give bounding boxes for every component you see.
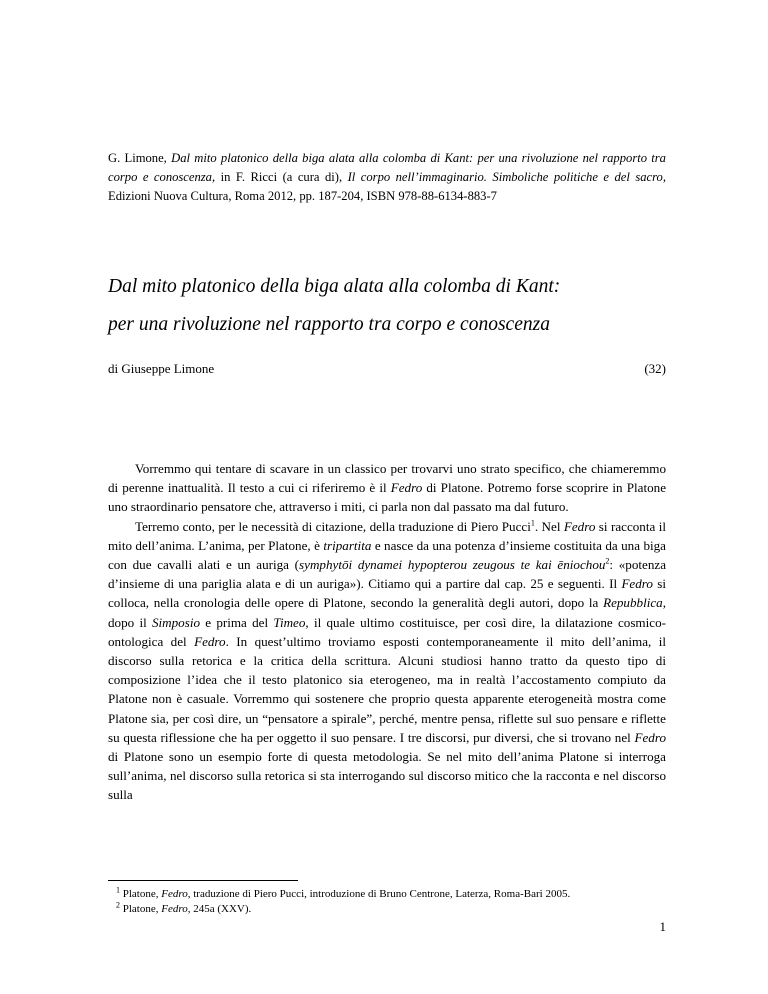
text-run-italic: Fedro [194, 633, 226, 649]
body-text [108, 459, 666, 805]
text-run-italic: Timeo, [273, 614, 309, 630]
footnote-ref-2[interactable]: 2 [605, 556, 610, 566]
article-title [108, 268, 688, 344]
text-run: Platone, [122, 903, 162, 915]
text-run: : «potenza d’insieme di una pariglia alata e di un auriga»). Citiamo qui a partire dal cap. 25 e seguenti. Il [108, 557, 667, 592]
citation-book-title: Il corpo nell’immaginario. Simboliche politiche e del sacro, [347, 170, 666, 184]
text-run: , traduzione di Piero Pucci, introduzione di Bruno Centrone, Laterza, Roma-Bari 2005. [187, 888, 571, 900]
paragraph-2 [108, 517, 666, 805]
paragraph-1 [108, 459, 666, 517]
greek-transliteration: symphytōi dynamei hypopterou zeugous te kai ēniochou [299, 557, 606, 573]
footnote-1 [108, 887, 666, 902]
text-run-italic: Fedro [621, 576, 653, 592]
text-run: si colloca, nella cronologia delle opere di Platone, secondo la generalità degli autori, dopo la [108, 576, 666, 611]
text-run: di Platone. Potremo forse scoprire in Platone uno straordinario pensatore che, attraverso i miti, ci parla non dal passato ma dal futuro. [108, 480, 667, 515]
article-title-line-1: Dal mito platonico della biga alata alla colomba di Kant: [108, 276, 561, 297]
footnote-number: 1 [116, 885, 120, 895]
text-run: e nasce da una potenza d’insieme costituita da una biga con due cavalli alati e un auriga ( [108, 537, 666, 573]
footnote-2 [108, 902, 666, 917]
footnote-number: 2 [116, 900, 120, 910]
author-line [108, 360, 666, 378]
text-run: di Platone sono un esempio forte di questa metodologia. Se nel mito dell’anima Platone si interroga sull’anima, nel discorso sulla retorica si sta interrogando sul discorso mitico che la racconta e nel discorso sulla [108, 749, 666, 803]
text-run-italic: Fedro [161, 903, 188, 915]
citation-author: G. Limone, [108, 151, 167, 165]
author-byline: di Giuseppe Limone [108, 361, 215, 376]
footnote-ref-1[interactable]: 1 [530, 518, 535, 528]
text-run: si racconta il mito dell’anima. L’anima, per Platone, è [108, 518, 666, 553]
text-run: Platone, [122, 888, 162, 900]
footnote-separator [108, 880, 298, 881]
citation-publisher: Edizioni Nuova Cultura, Roma 2012, pp. 187-204, ISBN 978-88-6134-883-7 [108, 189, 497, 203]
article-number: (32) [644, 361, 666, 376]
text-run-italic: Fedro [563, 518, 596, 534]
text-run: , dopo il [108, 595, 666, 630]
bibliographic-citation [108, 149, 666, 206]
text-run-italic: Repubblica [603, 595, 663, 611]
text-run: . Nel [534, 518, 564, 534]
text-run: Vorremmo qui tentare di scavare in un classico per trovarvi uno strato specifico, che chiameremmo di perenne inattualità. Il testo a cui ci riferiremo è il [108, 461, 666, 496]
text-run: . In quest’ultimo troviamo esposti contemporaneamente il mito dell’anima, il discorso sulla retorica e la critica della scrittura. Alcuni studiosi hanno tratto da questo tipo di composizione l’idea che il testo platonico sia eterogeneo, ma in realtà l’accostamento compiuto da Platone non è casuale. Vorremmo qui sostenere che proprio questa apparente eterogeneità mostra come Platone sia, per così dire, un “pensatore a spirale”, perché, mentre pensa, riflette sul suo pensare e riflette su questa riflessione che ha per oggetto il suo pensare. I tre discorsi, pur diversi, che si trovano nel [108, 633, 666, 745]
text-run: il quale ultimo costituisce, per così dire, la dilatazione cosmico-ontologica del [108, 614, 666, 649]
citation-article-title: Dal mito platonico della biga alata alla colomba di Kant: per una rivoluzione nel rapporto tra corpo e conoscenza, [108, 151, 666, 184]
text-run: , 245a (XXV). [187, 903, 252, 915]
text-run-italic: tripartita [323, 537, 372, 553]
text-run-italic: Fedro [634, 729, 666, 745]
citation-in-text: in F. Ricci (a cura di), [215, 170, 348, 184]
footnotes [108, 887, 666, 917]
text-run: Terremo conto, per le necessità di citazione, della traduzione di Piero Pucci [135, 518, 531, 534]
text-run: e prima del [200, 614, 274, 630]
text-run-italic: Fedro [161, 888, 188, 900]
article-title-line-2: per una rivoluzione nel rapporto tra corpo e conoscenza [108, 314, 550, 335]
text-run-italic: Simposio [151, 614, 200, 630]
page-number: 1 [659, 919, 666, 934]
text-run-italic: Fedro [390, 480, 423, 496]
